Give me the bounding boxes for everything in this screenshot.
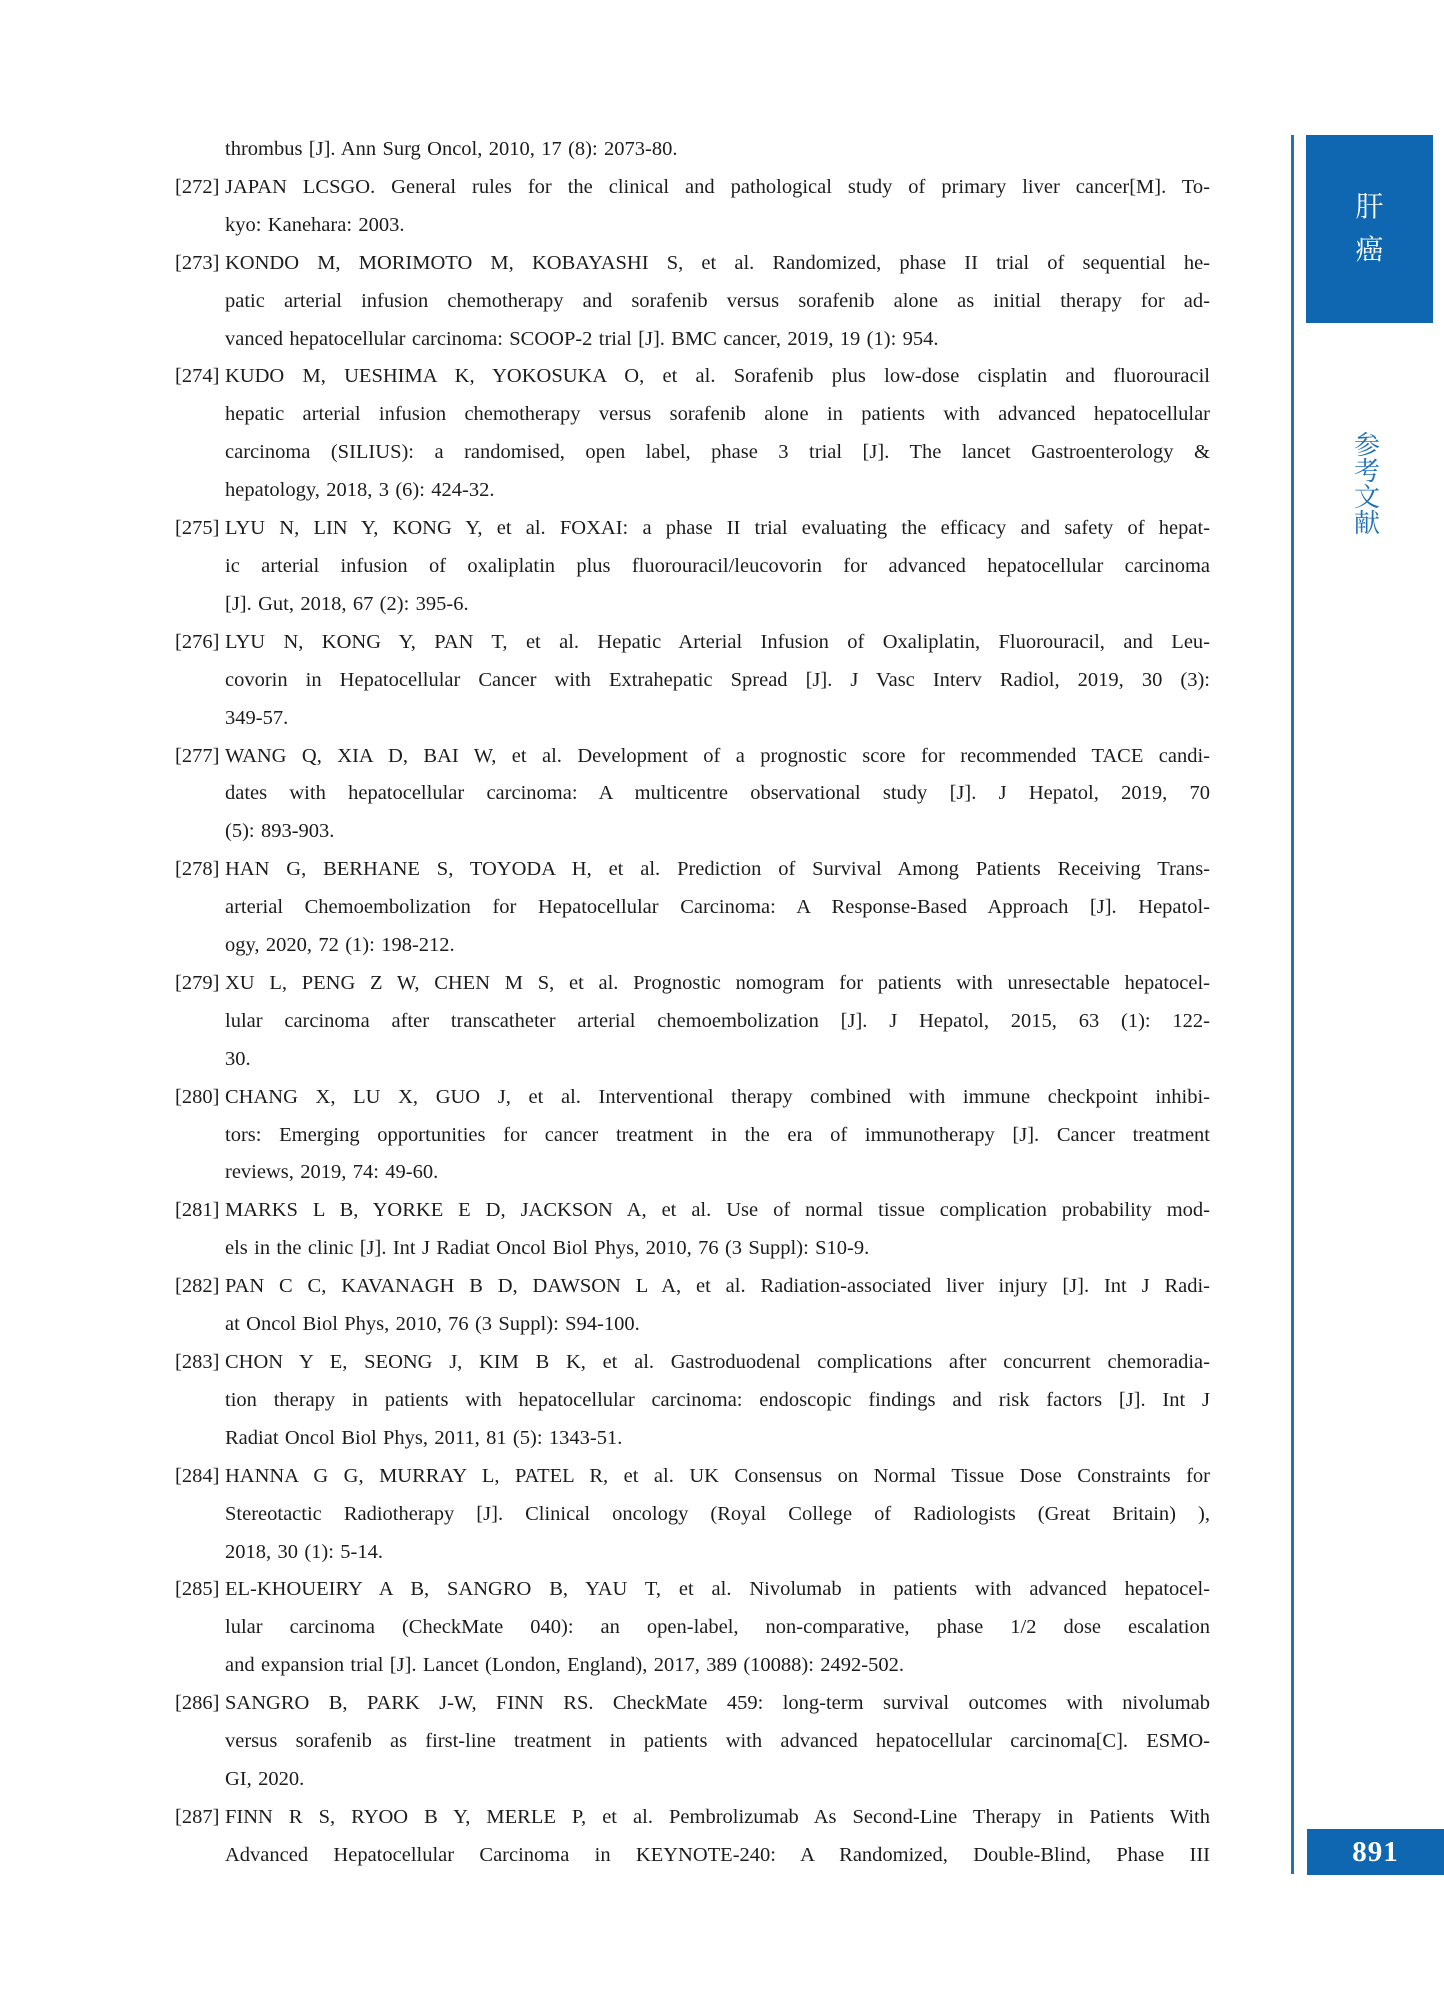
reference-line: lular carcinoma after transcatheter arterial chemoembolization [J]. J Hepatol, 2015, 63 (1): 122- [225, 1009, 1210, 1032]
reference-number: [279] [175, 971, 220, 994]
reference-number: [280] [175, 1085, 220, 1108]
reference-item [175, 1571, 1210, 1685]
reference-number: [285] [175, 1578, 220, 1601]
reference-item [175, 1344, 1210, 1458]
reference-number: [277] [175, 744, 220, 767]
reference-line: CHON Y E, SEONG J, KIM B K, et al. Gastroduodenal complications after concurrent chemoradia- [225, 1351, 1210, 1373]
reference-line: ic arterial infusion of oxaliplatin plus fluorouracil/leucovorin for advanced hepatocellular carcinoma [225, 554, 1210, 577]
reference-line: reviews, 2019, 74: 49-60. [225, 1161, 439, 1184]
reference-item [175, 1268, 1210, 1344]
reference-line: 30. [225, 1047, 251, 1070]
reference-line: LYU N, LIN Y, KONG Y, et al. FOXAI: a phase II trial evaluating the efficacy and safety of hepat- [225, 517, 1210, 540]
section-title-char: 文 [1353, 483, 1380, 512]
section-title-char: 参 [1353, 431, 1380, 460]
reference-line: ogy, 2020, 72 (1): 198-212. [225, 934, 455, 957]
reference-item [175, 1799, 1210, 1875]
reference-line: FINN R S, RYOO B Y, MERLE P, et al. Pembrolizumab As Second-Line Therapy in Patients With [225, 1805, 1210, 1828]
sidebar-divider-line [1291, 135, 1294, 1874]
reference-line: kyo: Kanehara: 2003. [225, 213, 405, 236]
reference-number: [286] [175, 1692, 220, 1715]
reference-line: GI, 2020. [225, 1767, 305, 1790]
reference-line: HANNA G G, MURRAY L, PATEL R, et al. UK Consensus on Normal Tissue Dose Constraints for [225, 1464, 1210, 1487]
reference-line: els in the clinic [J]. Int J Radiat Oncol Biol Phys, 2010, 76 (3 Suppl): S10-9. [225, 1237, 870, 1260]
reference-line: patic arterial infusion chemotherapy and sorafenib versus sorafenib alone as initial therapy for ad- [225, 289, 1210, 312]
reference-item [175, 851, 1210, 965]
reference-number: [275] [175, 517, 220, 540]
reference-line: KONDO M, MORIMOTO M, KOBAYASHI S, et al. Randomized, phase II trial of sequential he- [225, 251, 1210, 274]
reference-item [175, 1458, 1210, 1572]
reference-line: covorin in Hepatocellular Cancer with Extrahepatic Spread [J]. J Vasc Interv Radiol, 2019, 30 (3): [225, 668, 1210, 691]
reference-line: carcinoma (SILIUS): a randomised, open label, phase 3 trial [J]. The lancet Gastroenterology & [225, 441, 1210, 464]
reference-number: [273] [175, 251, 220, 274]
reference-number: [276] [175, 630, 220, 653]
reference-item [175, 245, 1210, 359]
reference-line: 349-57. [225, 706, 289, 729]
reference-line: JAPAN LCSGO. General rules for the clinical and pathological study of primary liver cancer[M]. To- [225, 175, 1210, 198]
reference-number: [274] [175, 365, 220, 388]
section-title-vertical [1352, 433, 1382, 537]
reference-item [175, 169, 1210, 245]
reference-line: versus sorafenib as first-line treatment in patients with advanced hepatocellular carcinoma[C]. ESMO- [225, 1730, 1210, 1753]
reference-number: [284] [175, 1464, 220, 1487]
reference-line: MARKS L B, YORKE E D, JACKSON A, et al. Use of normal tissue complication probability mod- [225, 1199, 1210, 1222]
reference-line: thrombus [J]. Ann Surg Oncol, 2010, 17 (8): 2073-80. [225, 138, 678, 160]
page-number-badge [1307, 1829, 1444, 1875]
reference-item [175, 1192, 1210, 1268]
reference-item [175, 358, 1210, 510]
reference-line: and expansion trial [J]. Lancet (London, England), 2017, 389 (10088): 2492-502. [225, 1654, 904, 1677]
chapter-title-char: 癌 [1355, 234, 1384, 266]
reference-number: [282] [175, 1275, 220, 1298]
chapter-tab [1306, 135, 1433, 323]
reference-number: [287] [175, 1805, 220, 1828]
reference-line: LYU N, KONG Y, PAN T, et al. Hepatic Arterial Infusion of Oxaliplatin, Fluorouracil, and Leu- [225, 630, 1210, 653]
reference-line: PAN C C, KAVANAGH B D, DAWSON L A, et al. Radiation-associated liver injury [J]. Int J Radi- [225, 1275, 1210, 1298]
reference-item [175, 624, 1210, 738]
reference-line: vanced hepatocellular carcinoma: SCOOP-2 trial [J]. BMC cancer, 2019, 19 (1): 954. [225, 327, 939, 350]
chapter-title-char: 肝 [1355, 191, 1384, 223]
reference-line: Radiat Oncol Biol Phys, 2011, 81 (5): 1343-51. [225, 1426, 623, 1449]
reference-line: hepatology, 2018, 3 (6): 424-32. [225, 479, 495, 502]
reference-line: XU L, PENG Z W, CHEN M S, et al. Prognostic nomogram for patients with unresectable hepatocel- [225, 971, 1210, 994]
reference-line: tors: Emerging opportunities for cancer treatment in the era of immunotherapy [J]. Cancer treatment [225, 1123, 1210, 1146]
reference-number: [278] [175, 858, 220, 881]
reference-line: [J]. Gut, 2018, 67 (2): 395-6. [225, 592, 469, 615]
reference-item [175, 738, 1210, 852]
reference-line: HAN G, BERHANE S, TOYODA H, et al. Prediction of Survival Among Patients Receiving Trans- [225, 858, 1210, 881]
reference-line: Stereotactic Radiotherapy [J]. Clinical oncology (Royal College of Radiologists (Great Britain) ), [225, 1502, 1210, 1525]
reference-line: arterial Chemoembolization for Hepatocellular Carcinoma: A Response-Based Approach [J]. Hepatol- [225, 896, 1210, 919]
reference-line: tion therapy in patients with hepatocellular carcinoma: endoscopic findings and risk factors [J]. Int J [225, 1388, 1210, 1411]
reference-line: 2018, 30 (1): 5-14. [225, 1540, 383, 1563]
section-title-char: 考 [1353, 457, 1380, 486]
reference-line: KUDO M, UESHIMA K, YOKOSUKA O, et al. Sorafenib plus low-dose cisplatin and fluorouracil [225, 365, 1210, 388]
reference-item [175, 1685, 1210, 1799]
reference-line: WANG Q, XIA D, BAI W, et al. Development of a prognostic score for recommended TACE candi- [225, 744, 1210, 767]
reference-line: hepatic arterial infusion chemotherapy versus sorafenib alone in patients with advanced hepatocellular [225, 403, 1210, 426]
reference-item [175, 1079, 1210, 1193]
reference-item [175, 131, 1210, 169]
reference-line: EL-KHOUEIRY A B, SANGRO B, YAU T, et al. Nivolumab in patients with advanced hepatocel- [225, 1578, 1210, 1601]
page-number: 891 [1352, 1835, 1399, 1868]
reference-number: [281] [175, 1199, 220, 1222]
reference-line: SANGRO B, PARK J-W, FINN RS. CheckMate 459: long-term survival outcomes with nivolumab [225, 1692, 1210, 1715]
reference-item [175, 510, 1210, 624]
reference-line: Advanced Hepatocellular Carcinoma in KEYNOTE-240: A Randomized, Double-Blind, Phase III [225, 1843, 1210, 1866]
reference-line: dates with hepatocellular carcinoma: A multicentre observational study [J]. J Hepatol, 2019, 70 [225, 782, 1210, 805]
section-title-char: 献 [1353, 509, 1380, 538]
reference-number: [272] [175, 175, 220, 198]
reference-line: lular carcinoma (CheckMate 040): an open-label, non-comparative, phase 1/2 dose escalation [225, 1616, 1210, 1639]
references-list [175, 131, 1210, 1875]
reference-line: at Oncol Biol Phys, 2010, 76 (3 Suppl): S94-100. [225, 1313, 640, 1336]
reference-item [175, 965, 1210, 1079]
reference-line: (5): 893-903. [225, 820, 335, 843]
reference-line: CHANG X, LU X, GUO J, et al. Interventional therapy combined with immune checkpoint inhibi- [225, 1085, 1210, 1108]
reference-number: [283] [175, 1351, 220, 1373]
